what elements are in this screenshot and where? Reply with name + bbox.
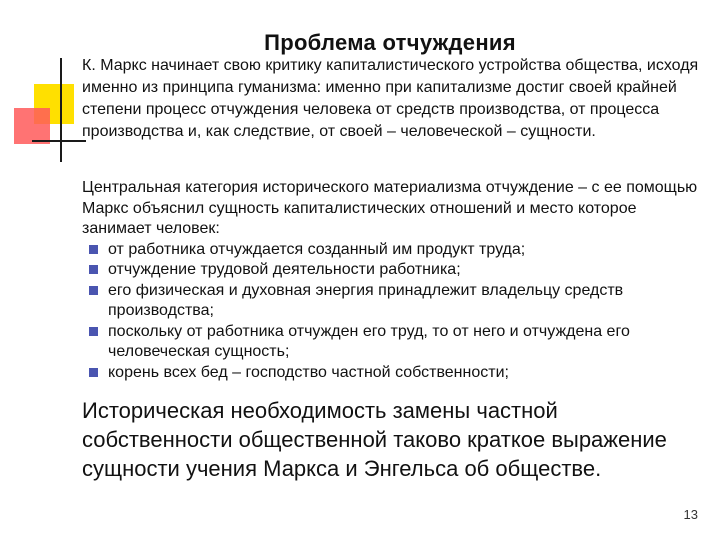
list-item [82, 322, 702, 363]
list-item [82, 363, 702, 384]
list-item [82, 281, 702, 322]
list-item-text: корень всех бед – господство частной собственности; [108, 363, 509, 381]
bullet-list [82, 240, 702, 384]
category-intro-text: Центральная категория исторического материализма отчуждение – с ее помощью Маркс объяснил сущность капиталистических отношений и место которое занимает человек: [82, 179, 698, 237]
list-item [82, 260, 702, 281]
decorative-red-square [14, 108, 50, 144]
list-item-text: отчуждение трудовой деятельности работника; [108, 261, 461, 278]
intro-paragraph: К. Маркс начинает свою критику капиталистического устройства общества, исходя именно из принципа гуманизма: именно при капитализме достиг своей крайней степени процесс отчуждения человека от средств производства, от процесса производства и, как следствие, от своей – человеческой – сущности. [82, 57, 699, 140]
conclusion-paragraph: Историческая необходимость замены частной собственности общественной таково краткое выражение сущности учения Маркса и Энгельса об обществе. [82, 398, 667, 481]
decorative-vertical-line [60, 58, 62, 162]
decorative-horizontal-line [32, 140, 86, 142]
list-item [82, 240, 702, 261]
square-bullet-icon [89, 265, 98, 274]
page-number: 13 [683, 507, 698, 522]
square-bullet-icon [89, 286, 98, 295]
square-bullet-icon [89, 368, 98, 377]
list-item-text: поскольку от работника отчужден его труд, то от него и отчуждена его человеческая сущность; [108, 322, 630, 360]
slide-title: Проблема отчуждения [264, 30, 516, 55]
category-paragraph [82, 178, 702, 383]
square-bullet-icon [89, 245, 98, 254]
list-item-text: его физическая и духовная энергия принадлежит владельцу средств производства; [108, 281, 624, 319]
square-bullet-icon [89, 327, 98, 336]
list-item-text: от работника отчуждается созданный им продукт труда; [108, 240, 526, 258]
